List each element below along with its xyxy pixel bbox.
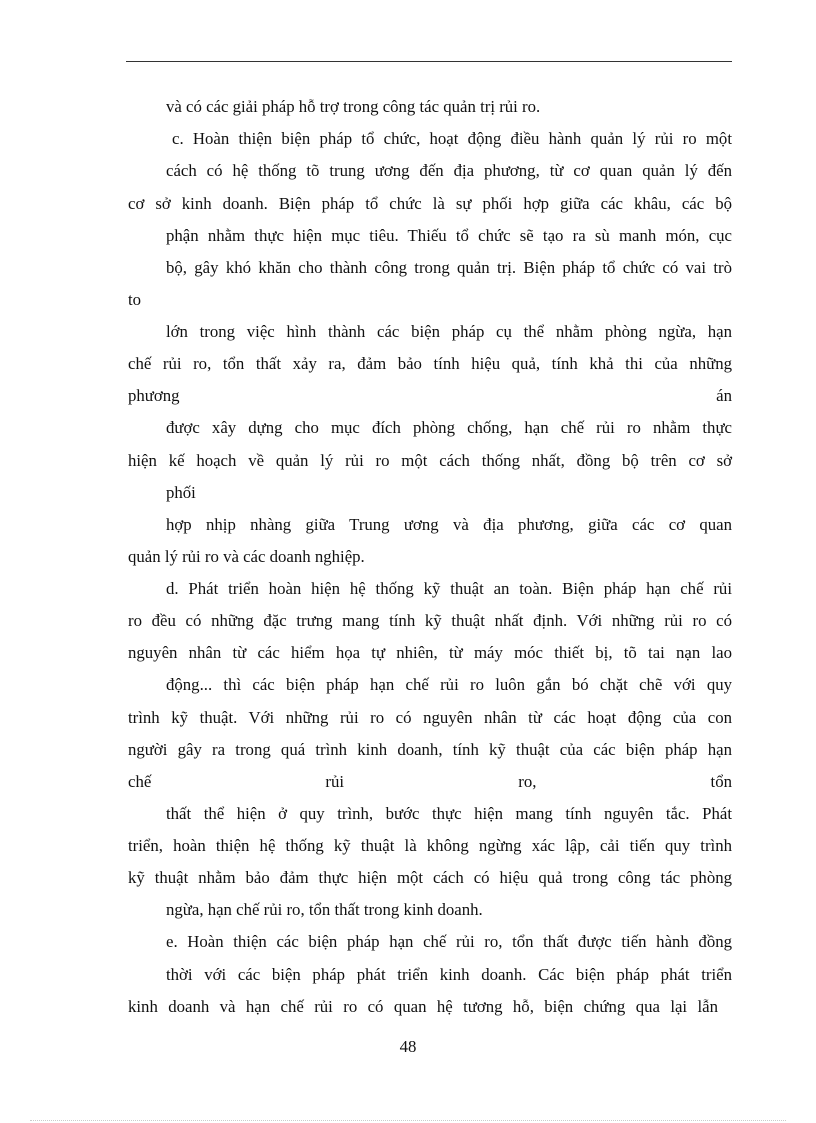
text-line: c. Hoàn thiện biện pháp tổ chức, hoạt động điều hành quản lý rủi ro một (172, 129, 732, 148)
text-line: trình kỹ thuật. Với những rủi ro có nguyên nhân từ các hoạt động của con (128, 708, 732, 727)
page-number: 48 (399, 1037, 417, 1056)
page-bottom-border (30, 1120, 786, 1121)
text-line: hợp nhịp nhàng giữa Trung ương và địa phương, giữa các cơ quan (166, 515, 732, 534)
text-line: triển, hoàn thiện hệ thống kỹ thuật là không ngừng xác lập, cải tiến quy trình (128, 836, 732, 855)
text-line: ngừa, hạn chế rủi ro, tổn thất trong kinh doanh. (166, 900, 483, 919)
text-line: cơ sở kinh doanh. Biện pháp tổ chức là sự phối hợp giữa các khâu, các bộ (128, 194, 732, 213)
text-line: phận nhằm thực hiện mục tiêu. Thiếu tổ chức sẽ tạo ra sù manh món, cục (166, 226, 732, 245)
text-line: phương án (128, 386, 732, 405)
text-line: ro đều có những đặc trưng mang tính kỹ thuật nhất định. Với những rủi ro có (128, 611, 732, 630)
text-line: chế rủi ro, tổn thất xảy ra, đảm bảo tính hiệu quả, tính khả thi của những (128, 354, 732, 373)
text-line: nguyên nhân từ các hiểm họa tự nhiên, từ máy móc thiết bị, tõ tai nạn lao (128, 643, 732, 662)
header-rule (126, 61, 732, 62)
text-line: động... thì các biện pháp hạn chế rủi ro luôn gắn bó chặt chẽ với quy (166, 675, 732, 694)
text-line: quản lý rủi ro và các doanh nghiệp. (128, 547, 365, 566)
text-line: chế rủi ro, tổn (128, 772, 732, 791)
text-line: e. Hoàn thiện các biện pháp hạn chế rủi ro, tổn thất được tiến hành đồng (166, 932, 732, 951)
text-line: hiện kế hoạch về quản lý rủi ro một cách thống nhất, đồng bộ trên cơ sở (128, 451, 732, 470)
text-line: to (128, 290, 142, 309)
text-line: lớn trong việc hình thành các biện pháp cụ thể nhằm phòng ngừa, hạn (166, 322, 732, 341)
text-line: bộ, gây khó khăn cho thành công trong quản trị. Biện pháp tổ chức có vai trò (166, 258, 732, 277)
text-line: thất thể hiện ở quy trình, bước thực hiện mang tính nguyên tắc. Phát (166, 804, 732, 823)
text-line: được xây dựng cho mục đích phòng chống, hạn chế rủi ro nhằm thực (166, 418, 732, 437)
text-line: kỹ thuật nhằm bảo đảm thực hiện một cách có hiệu quả trong công tác phòng (128, 868, 732, 887)
text-line: thời với các biện pháp phát triển kinh doanh. Các biện pháp phát triển (166, 965, 732, 984)
text-line: kinh doanh và hạn chế rủi ro có quan hệ tương hỗ, biện chứng qua lại lẫn (128, 997, 718, 1016)
text-line: cách có hệ thống tõ trung ương đến địa phương, từ cơ quan quản lý đến (166, 161, 732, 180)
text-line: và có các giải pháp hỗ trợ trong công tác quản trị rủi ro. (166, 97, 541, 116)
text-line: d. Phát triển hoàn hiện hệ thống kỹ thuật an toàn. Biện pháp hạn chế rủi (166, 579, 732, 598)
text-line: người gây ra trong quá trình kinh doanh, tính kỹ thuật của các biện pháp hạn (128, 740, 732, 759)
text-line: phối (166, 483, 196, 502)
